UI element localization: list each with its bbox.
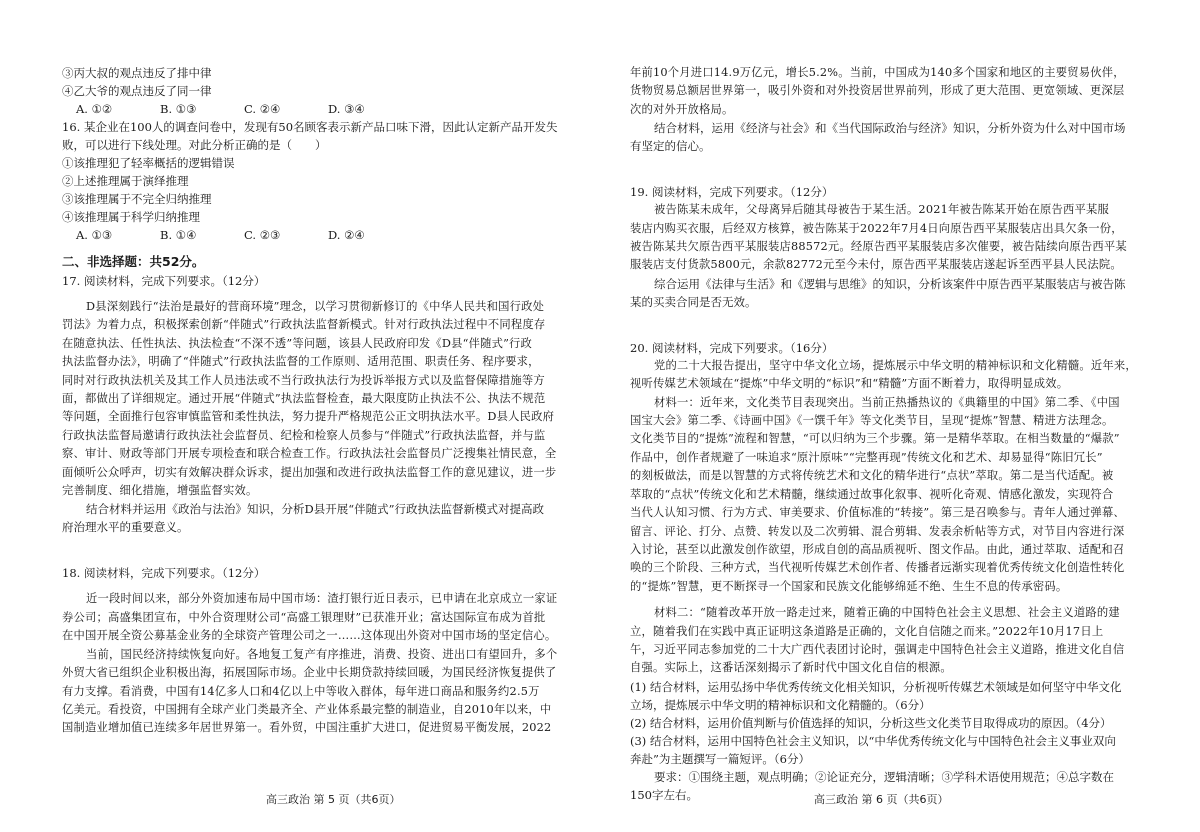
q20-task-line: (1) 结合材料，运用弘扬中华优秀传统文化相关知识，分析视听传媒艺术领域是如何坚守中华文化 (630, 679, 1122, 694)
page-5-footer: 高三政治 第 5 页（共6页） (266, 793, 401, 806)
q17-task-line-2: 府治理水平的重要意义。 (62, 520, 189, 535)
q20-tasks (630, 678, 1146, 768)
q17-material-line: 面倾听公众呼声，切实有效解决群众诉求，提出加强和改进行政执法监督工作的意见建议，进一步 (62, 465, 557, 479)
q19-task-line-1: 综合运用《法律与生活》和《逻辑与思维》的知识，分析该案件中原告西平某服装店与被告陈 (654, 276, 1126, 291)
q17-material-line: 完善制度、细化措施，增强监督实效。 (62, 484, 258, 498)
q18-material-line: 有力支撑。看消费，中国有14亿多人口和4亿以上中等收入群体，每年进口商品和服务约2.5万 (62, 684, 540, 698)
q18-material-line: 券公司；高盛集团宣布，中外合资理财公司“高盛工银理财”已获准开业；富达国际宣布成为首批 (62, 610, 546, 624)
page-6-column (630, 64, 1146, 804)
q19-material-line: 装店内购买衣服，后经双方核算，被告陈某于2022年7月4日向原告西平某服装店出具欠条一份， (630, 221, 1123, 235)
q20-material-2-line: 材料二：“随着改革开放一路走过来，随着正确的中国特色社会主义思想、社会主义道路的建 (654, 606, 1120, 620)
q15-choice-b[interactable]: B. ①③ (160, 102, 197, 116)
q19-material-line: 被告陈某未成年，父母离异后随其母被告于某生活。2021年被告陈某开始在原告西平某服 (654, 203, 1109, 217)
q16-choices (62, 226, 576, 244)
q20-material-1-line: 当代人认知习惯、行为方式、审美要求、价值标准的“转接”。第三是召唤参与。青年人通过弹幕、 (630, 506, 1125, 520)
q17-task-line-1: 结合材料并运用《政治与法治》知识，分析D县开展“伴随式”行政执法监督新模式对提高政 (86, 502, 544, 517)
q20-material-2-line: 立，随着我们在实践中真正证明这条道路是正确的，文化自信随之而来。”2022年10月17日上 (630, 624, 1104, 638)
q20-material-1-line: 唤的三个阶段、三种方式，当代视听传媒艺术创作者、传播者远渐实现着优秀传统文化创造性转化 (630, 561, 1125, 575)
q20-material-1-line: 作品中，创作者规避了一味追求“原汁原味”“完整再现”传统文化和艺术、却易显得“陈旧冗长” (630, 450, 1103, 464)
q17-material-line: 行政执法监督局邀请行政执法社会监督员、纪检和检察人员参与“伴随式”行政执法监督，并与监 (62, 428, 546, 442)
q19-material-line: 被告陈某共欠原告西平某服装店88572元。经原告西平某服装店多次催要，被告陆续向原告西平某 (630, 240, 1127, 254)
q18-material-line: 亿美元。看投资，中国拥有全球产业门类最齐全、产业体系最完整的制造业，自2010年以来，中 (62, 702, 552, 716)
q20-material-1-line: 文化类节目的“提炼”流程和智慧，“可以归纳为三个步骤。第一是精华萃取。在相当数量的“爆款” (630, 432, 1120, 446)
q20-material-1 (630, 394, 1146, 596)
q15-choices (62, 100, 576, 118)
q20-task-line: (2) 结合材料，运用价值判断与价值选择的知识，分析这些文化类节目取得成功的原因。（4分） (630, 715, 1112, 730)
q15-choice-d[interactable]: D. ③④ (328, 102, 365, 116)
q19-title: 19. 阅读材料，完成下列要求。（12分） (630, 185, 834, 200)
q20-material-1-line: 入讨论，甚至以此激发创作欲望，形成自创的高品质视听、图文作品。由此，通过萃取、适配和召 (630, 542, 1125, 556)
q16-option-2: ②上述推理属于演绎推理 (62, 174, 189, 188)
q20-material-2-line: 午，习近平同志参加党的二十大广西代表团讨论时，强调走中国特色社会主义道路，推进文化自信 (630, 642, 1125, 656)
q16-choice-c[interactable]: C. ②③ (244, 228, 281, 242)
q16-choice-a[interactable]: A. ①③ (76, 228, 113, 242)
q17-material-line: 罚法》为着力点，积极探索创新“伴随式”行政执法监督新模式。针对行政执法过程中不同程度存 (62, 318, 546, 332)
q19-material-line: 服装店支付货款5800元，余款82772元至今未付，原告西平某服装店遂起诉至西平县人民法院。 (630, 258, 1122, 272)
q20-material-1-line: 留言、评论、打分、点赞、转发以及二次剪辑、混合剪辑、发表余析帖等方式，对节目内容进行深 (630, 524, 1125, 538)
q18-material (62, 590, 576, 737)
q20-intro (630, 357, 1146, 394)
q15-choice-a[interactable]: A. ①② (76, 102, 113, 116)
q20-task-line: (3) 结合材料，运用中国特色社会主义知识，以“中华优秀传统文化与中国特色社会主义事业双向 (630, 733, 1116, 748)
q16-choice-d[interactable]: D. ②④ (328, 228, 365, 242)
q18-material-line: 货物贸易总额居世界第一，吸引外资和对外投资居世界前列，形成了更大范围、更宽领域、更深层 (630, 84, 1125, 98)
q16-option-4: ④该推理属于科学归纳推理 (62, 210, 200, 224)
page-6-footer: 高三政治 第 6 页（共6页） (814, 793, 949, 806)
q17-material-line: 执法监督办法》，明确了“伴随式”行政执法监督的工作原则、适用范围、职责任务、程序要求， (62, 355, 540, 369)
q16-choice-b[interactable]: B. ①④ (160, 228, 197, 242)
q16-stem-line-1: 16. 某企业在100人的调查问卷中，发现有50名顾客表示新产品口味下滑，因此认定新产品开发失 (62, 120, 558, 134)
q20-material-1-line: 萃取的“点状”传统文化和艺术精髓，继续通过故事化叙事、视听化奇观、情感化激发，实现符合 (630, 487, 1114, 501)
q20-material-2-line: 自强。实际上，这番话深刻揭示了新时代中国文化自信的根源。 (630, 661, 952, 675)
q20-material-1-line: 国宝大会》第二季、《诗画中国》《一馔千年》等文化类节目，呈现“提炼”智慧、精进方法理念。 (630, 414, 1114, 428)
q18-material-line: 次的对外开放格局。 (630, 102, 734, 116)
q18-material-line: 当前，国民经济持续恢复向好。各地复工复产有序推进，消费、投资、进出口有望回升，多个 (86, 647, 558, 661)
q20-material-2 (630, 604, 1146, 678)
q15-option-3: ③丙大叔的观点违反了排中律 (62, 66, 212, 80)
q17-material (62, 298, 576, 500)
q20-intro-line: 党的二十大报告提出，坚守中华文化立场，提炼展示中华文明的精神标识和文化精髓。近年来， (654, 358, 1137, 372)
q18-task-line-2: 有坚定的信心。 (630, 139, 711, 154)
q20-material-1-line: 的“提炼”智慧，更不断探寻一个国家和民族文化能够绵延不绝、生生不息的传承密码。 (630, 579, 1068, 593)
q18-material-line: 近一段时间以来，部分外资加速布局中国市场：渣打银行近日表示，已申请在北京成立一家证 (86, 592, 558, 606)
section-two-heading: 二、非选择题：共52分。 (62, 254, 205, 269)
q17-material-line: 同时对行政执法机关及其工作人员违法或不当行政执法行为投诉举报方式以及监督保障措施等方 (62, 373, 545, 387)
q15-choice-c[interactable]: C. ②④ (244, 102, 281, 116)
q18-task-line-1: 结合材料，运用《经济与社会》和《当代国际政治与经济》知识，分析外资为什么对中国市场 (654, 121, 1126, 136)
q17-material-line: 面，都做出了详细规定。通过开展“伴随式”执法监督检查，最大限度防止执法不公、执法不规范 (62, 392, 546, 406)
q18-material-continued (630, 64, 1146, 119)
q17-material-line: D县深刻践行“法治是最好的营商环境”理念，以学习贯彻新修订的《中华人民共和国行政处 (86, 300, 545, 313)
q18-material-line: 年前10个月进口14.9万亿元，增长5.2%。当前，中国成为140多个国家和地区的主要贸易伙伴， (630, 66, 1125, 79)
q20-task-line: 立场，提炼展示中华文明的精神标识和文化精髓的。（6分） (630, 697, 931, 712)
q17-title: 17. 阅读材料，完成下列要求。（12分） (62, 274, 266, 288)
q17-material-line: 察、审计、财政等部门开展专项检查和联合检查工作。行政执法社会监督员广泛搜集社情民意，全 (62, 447, 557, 461)
q20-material-1-line: 材料一：近年来，文化类节目表现突出。当前正热播热议的《典籍里的中国》第二季、《中国 (654, 395, 1120, 409)
q19-task-line-2: 某的买卖合同是否无效。 (630, 294, 757, 309)
q16-stem-line-2: 败，可以进行下线处理。对此分析正确的是（ ） (62, 138, 327, 152)
q20-requirements-line-1: 要求：①围绕主题，观点明确；②论证充分，逻辑清晰；③学科术语使用规范；④总字数在 (654, 769, 1114, 784)
q15-option-4: ④乙大爷的观点违反了同一律 (62, 84, 212, 98)
q17-material-line: 等问题，全面推行包容审慎监管和柔性执法，努力提升严格规范公正文明执法水平。D县人民政府 (62, 410, 555, 424)
q20-intro-line: 视听传媒艺术领域在“提炼”中华文明的“标识”和“精髓”方面不断着力，取得明显成效。 (630, 377, 1069, 391)
q17-material-line: 在随意执法、任性执法、执法检查“不深不透”等问题，该县人民政府印发《D县“伴随式”行政 (62, 336, 533, 350)
q20-requirements-line-2: 150字左右。 (630, 787, 698, 802)
q18-material-line: 国制造业增加值已连续多年居世界第一。看外贸，中国注重扩大进口，促进贸易平衡发展，2022 (62, 721, 552, 735)
q16-option-1: ①该推理犯了轻率概括的逻辑错误 (62, 156, 235, 170)
q20-material-1-line: 的刻板做法，而是以智慧的方式将传统艺术和文化的精华进行“点状”萃取。第二是当代适配。被 (630, 469, 1114, 483)
page-5-column (62, 64, 576, 738)
q20-task-line: 奔赴”为主题撰写一篇短评。（6分） (630, 751, 810, 766)
q19-material (630, 201, 1146, 275)
q18-title: 18. 阅读材料，完成下列要求。（12分） (62, 566, 266, 581)
q18-material-line: 在中国开展全资公募基金业务的全球资产管理公司之一……这体现出外资对中国市场的坚定信心。 (62, 629, 557, 643)
q20-title: 20. 阅读材料，完成下列要求。（16分） (630, 340, 834, 355)
q16-option-3: ③该推理属于不完全归纳推理 (62, 192, 212, 206)
q18-material-line: 外贸大省已组织企业积极出海，拓展国际市场。企业中长期贷款持续回暖，为国民经济恢复提供了 (62, 666, 557, 680)
